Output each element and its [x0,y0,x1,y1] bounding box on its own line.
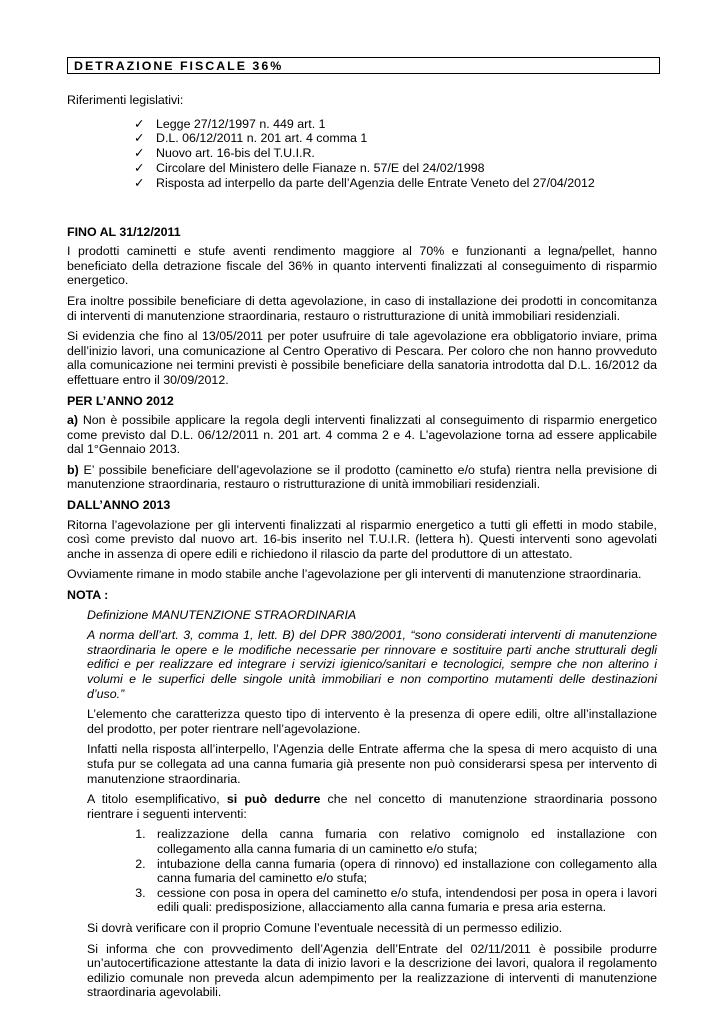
references-list [67,117,657,191]
paragraph: Si evidenzia che fino al 13/05/2011 per poter usufruire di tale agevolazione era obbligatorio inviare, prima dell’inizio lavori, una comunicazione al Centro Operativo di Pescara. Per coloro che non hanno provveduto alla comunicazione nei termini previsti è possibile beneficiare della sanatoria introdotta dal D.L. 16/2012 da effettuare entro il 30/09/2012. [67,329,657,387]
checkmark-icon: ✓ [134,175,145,190]
section-heading-2011: FINO AL 31/12/2011 [67,224,181,239]
definition-quote: A norma dell’art. 3, comma 1, lett. B) del DPR 380/2001, “sono considerati interventi di manutenzione straordinaria le opere e le modifiche necessarie per rinnovare e sostituire parti anche strutturali degli edifici e per realizzare ed integrare i servizi igienico/sanitari e tecnologici, sempre che non alterino i volumi e le superfici delle singole unità immobiliari e non comportino mutamenti delle destinazioni d’uso.” [87,628,657,701]
paragraph: L’elemento che caratterizza questo tipo di intervento è la presenza di opere edili, oltre all’installazione del prodotto, per poter rientrare nell’agevolazione. [87,707,657,736]
paragraph-b: b) E’ possibile beneficiare dell’agevolazione se il prodotto (caminetto e/o stufa) rientra nella previsione di manutenzione straordinaria, restauro o ristrutturazione di unità immobiliari residenziali. [67,462,657,492]
paragraph: Ovviamente rimane in modo stabile anche l’agevolazione per gli interventi di manutenzione straordinaria. [67,567,642,582]
section-heading-2013: DALL’ANNO 2013 [67,498,171,513]
document-title: DETRAZIONE FISCALE 36% [67,57,660,74]
document-body [67,93,657,1006]
paragraph: Si dovrà verificare con il proprio Comune l’eventuale necessità di un permesso edilizio. [87,920,563,935]
nota-heading: NOTA : [67,588,109,603]
paragraph: I prodotti caminetti e stufe aventi rendimento maggiore al 70% e funzionanti a legna/pellet, hanno beneficiato della detrazione fiscale del 36% in quanto interventi finalizzati al conseguimento di risparmio energetico. [67,244,657,288]
section-heading-2012: PER L’ANNO 2012 [67,393,174,408]
references-label: Riferimenti legislativi: [67,93,184,107]
nota-body [67,608,657,1000]
list-item: 2. intubazione della canna fumaria (opera di rinnovo) ed installazione con collegamento alla canna fumaria del caminetto e/o stufa; [149,857,657,886]
list-item: 1. realizzazione della canna fumaria con relativo comignolo ed installazione con collegamento alla canna fumaria di un caminetto e/o stufa; [149,827,657,856]
definition-title: Definizione MANUTENZIONE STRAORDINARIA [87,607,357,622]
list-item: ✓ D.L. 06/12/2011 n. 201 art. 4 comma 1 [134,131,368,146]
paragraph: Infatti nella risposta all’interpello, l’Agenzia delle Entrate afferma che la spesa di mero acquisto di una stufa pur se collegata ad una canna fumaria già presente non può considerarsi spesa per intervento di manutenzione straordinaria. [87,742,657,786]
list-item: ✓ Circolare del Ministero delle Fianaze n. 57/E del 24/02/1998 [134,160,485,175]
list-item: ✓ Nuovo art. 16-bis del T.U.I.R. [134,146,315,161]
paragraph: Si informa che con provvedimento dell’Agenzia dell’Entrate del 02/11/2011 è possibile produrre un’autocertificazione attestante la data di inizio lavori e la descrizione dei lavori, qualora il regolamento edilizio comunale non preveda alcun adempimento per la realizzazione di interventi di manutenzione straordinaria agevolabili. [87,941,657,1000]
checkmark-icon: ✓ [134,160,145,175]
list-item: ✓ Legge 27/12/1997 n. 449 art. 1 [134,116,326,131]
paragraph: Ritorna l’agevolazione per gli interventi finalizzati al risparmio energetico a tutti gli effetti in modo stabile, così come previsto dal nuovo art. 16-bis inserito nel T.U.I.R. (lettera h). Questi interventi sono agevolati anche in assenza di opere edili e richiedono il rilascio da parte del produttore di un attestato. [67,517,657,561]
list-item: ✓ Risposta ad interpello da parte dell’Agenzia delle Entrate Veneto del 27/04/2012 [134,175,595,190]
paragraph: A titolo esemplificativo, si può dedurre che nel concetto di manutenzione straordinaria possono rientrare i seguenti interventi: [87,792,657,821]
paragraph: Era inoltre possibile beneficiare di detta agevolazione, in caso di installazione dei prodotti in concomitanza di interventi di manutenzione straordinaria, restauro o ristrutturazione di unità immobiliari residenziali. [67,293,657,323]
list-item: 3. cessione con posa in opera del caminetto e/o stufa, intendendosi per posa in opera i lavori edili quali: predisposizione, allacciamento alla canna fumaria e presa aria esterna. [149,886,657,915]
checkmark-icon: ✓ [134,131,145,146]
works-list [87,827,657,915]
checkmark-icon: ✓ [134,146,145,161]
paragraph-a: a) Non è possibile applicare la regola degli interventi finalizzati al conseguimento di risparmio energetico come previsto dal D.L. 06/12/2011 n. 201 art. 4 comma 2 e 4. L’agevolazione torna ad essere applicabile dal 1°Gennaio 2013. [67,413,657,457]
checkmark-icon: ✓ [134,116,145,131]
